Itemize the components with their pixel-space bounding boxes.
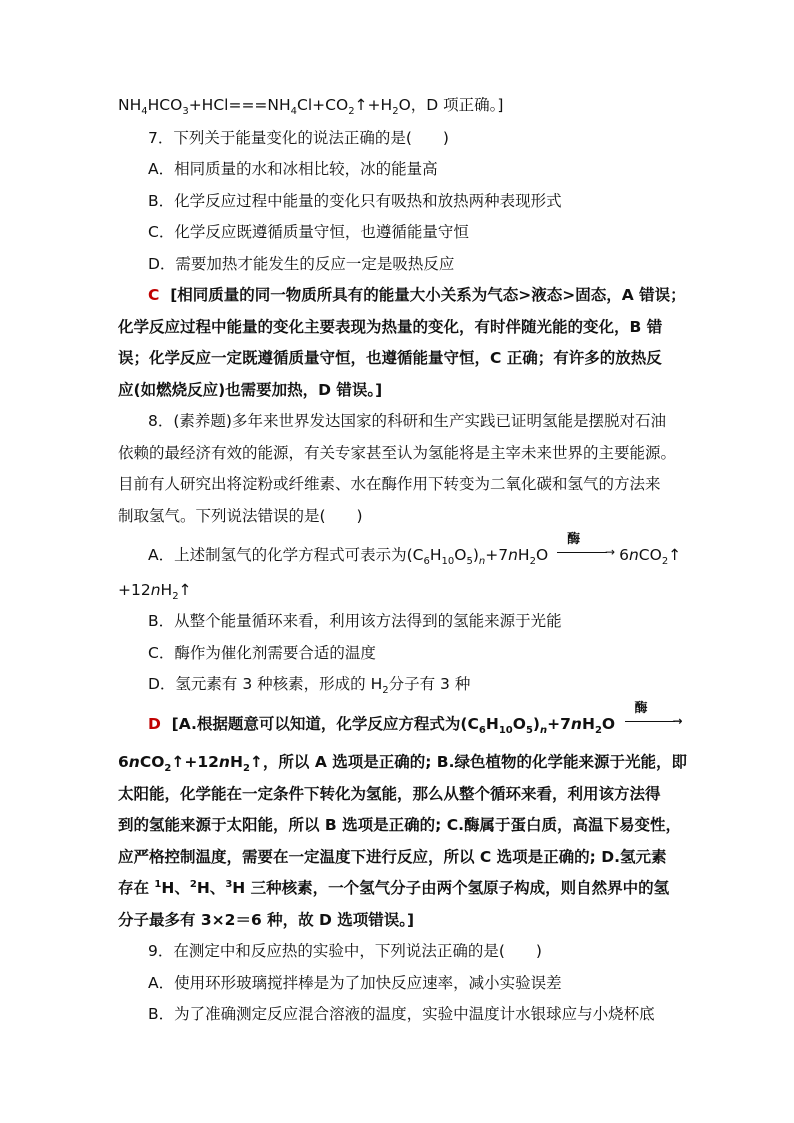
q8-option-b: B．从整个能量循环来看，利用该方法得到的氢能来源于光能 — [148, 612, 562, 630]
q8-explanation-line-3: 太阳能，化学能在一定条件下转化为氢能，那么从整个循环来看，利用该方法得 — [118, 785, 661, 803]
q9-stem: 9．在测定中和反应热的实验中，下列说法正确的是( ) — [148, 942, 542, 960]
q8-stem-line-1: 8．(素养题)多年来世界发达国家的科研和生产实践已证明氢能是摆脱对石油 — [148, 412, 666, 430]
q8-explanation-line-5: 应严格控制温度，需要在一定温度下进行反应，所以 C 选项是正确的; D.氢元素 — [118, 848, 667, 866]
q8-explanation-line-4: 到的氢能来源于太阳能，所以 B 选项是正确的; C.酶属于蛋白质，高温下易变性， — [118, 816, 681, 834]
q8-explanation-line-7: 分子最多有 3×2＝6 种，故 D 选项错误。] — [118, 911, 415, 929]
q8-answer-letter: D — [148, 715, 161, 733]
q7-option-c: C．化学反应既遵循质量守恒，也遵循能量守恒 — [148, 223, 469, 241]
q7-option-a: A．相同质量的水和冰相比较，冰的能量高 — [148, 160, 438, 178]
q9-option-b: B．为了准确测定反应混合溶液的温度，实验中温度计水银球应与小烧杯底 — [148, 1005, 655, 1023]
q7-option-d: D．需要加热才能发生的反应一定是吸热反应 — [148, 255, 455, 273]
q7-explanation-line-1: C [相同质量的同一物质所具有的能量大小关系为气态>液态>固态，A 错误； — [148, 286, 686, 304]
q7-answer-letter: C — [148, 286, 160, 304]
q8-stem-line-4: 制取氢气。下列说法错误的是( ) — [118, 507, 363, 525]
q8-option-a-continuation: $+12nH_2↑$ — [118, 581, 192, 603]
q8-explanation-line-6: 存在 $^1$H、$^2$H、$^3$H 三种核素，一个氢气分子由两个氢原子构成，则自然界中的氢 — [118, 878, 670, 897]
q8-option-d: D．氢元素有 3 种核素，形成的 $H_2$分子有 3 种 — [148, 675, 471, 697]
q7-stem: 7．下列关于能量变化的说法正确的是( ) — [148, 129, 449, 147]
catalyst-arrow: 酶 → — [557, 544, 615, 560]
q8-stem-line-3: 目前有人研究出将淀粉或纤维素、水在酶作用下转变为二氧化碳和氢气的方法来 — [118, 475, 661, 493]
q8-option-a: A．上述制氢气的化学方程式可表示为$(C_6H_{10}O_5)_n+7nH_2O$ 酶 → 6nCO$_2$↑ — [148, 532, 682, 568]
q6-explanation-tail: $NH_4HCO_3+HCl===NH_4Cl+CO_2↑+H_2O$，D 项正确。] — [118, 96, 504, 118]
catalyst-arrow-2: 酶 → — [625, 713, 683, 729]
q8-explanation-line-2: $6nCO_2↑+12nH_2↑$，所以 A 选项是正确的; B.绿色植物的化学能来源于光能，即 — [118, 753, 688, 775]
q9-option-a: A．使用环形玻璃搅拌棒是为了加快反应速率，减小实验误差 — [148, 974, 562, 992]
q7-explanation-line-3: 误；化学反应一定既遵循质量守恒，也遵循能量守恒，C 正确；有许多的放热反 — [118, 349, 662, 367]
q8-explanation-line-1: D [A.根据题意可以知道，化学反应方程式为$(C_6H_{10}O_5)_n+7nH_2O$ 酶 → — [148, 701, 683, 737]
q8-option-c: C．酶作为催化剂需要合适的温度 — [148, 644, 376, 662]
q8-stem-line-2: 依赖的最经济有效的能源，有关专家甚至认为氢能将是主宰未来世界的主要能源。 — [118, 444, 677, 462]
q7-explanation-line-4: 应(如燃烧反应)也需要加热，D 错误。] — [118, 381, 383, 399]
q7-explanation-line-2: 化学反应过程中能量的变化主要表现为热量的变化，有时伴随光能的变化，B 错 — [118, 318, 663, 336]
q7-option-b: B．化学反应过程中能量的变化只有吸热和放热两种表现形式 — [148, 192, 562, 210]
